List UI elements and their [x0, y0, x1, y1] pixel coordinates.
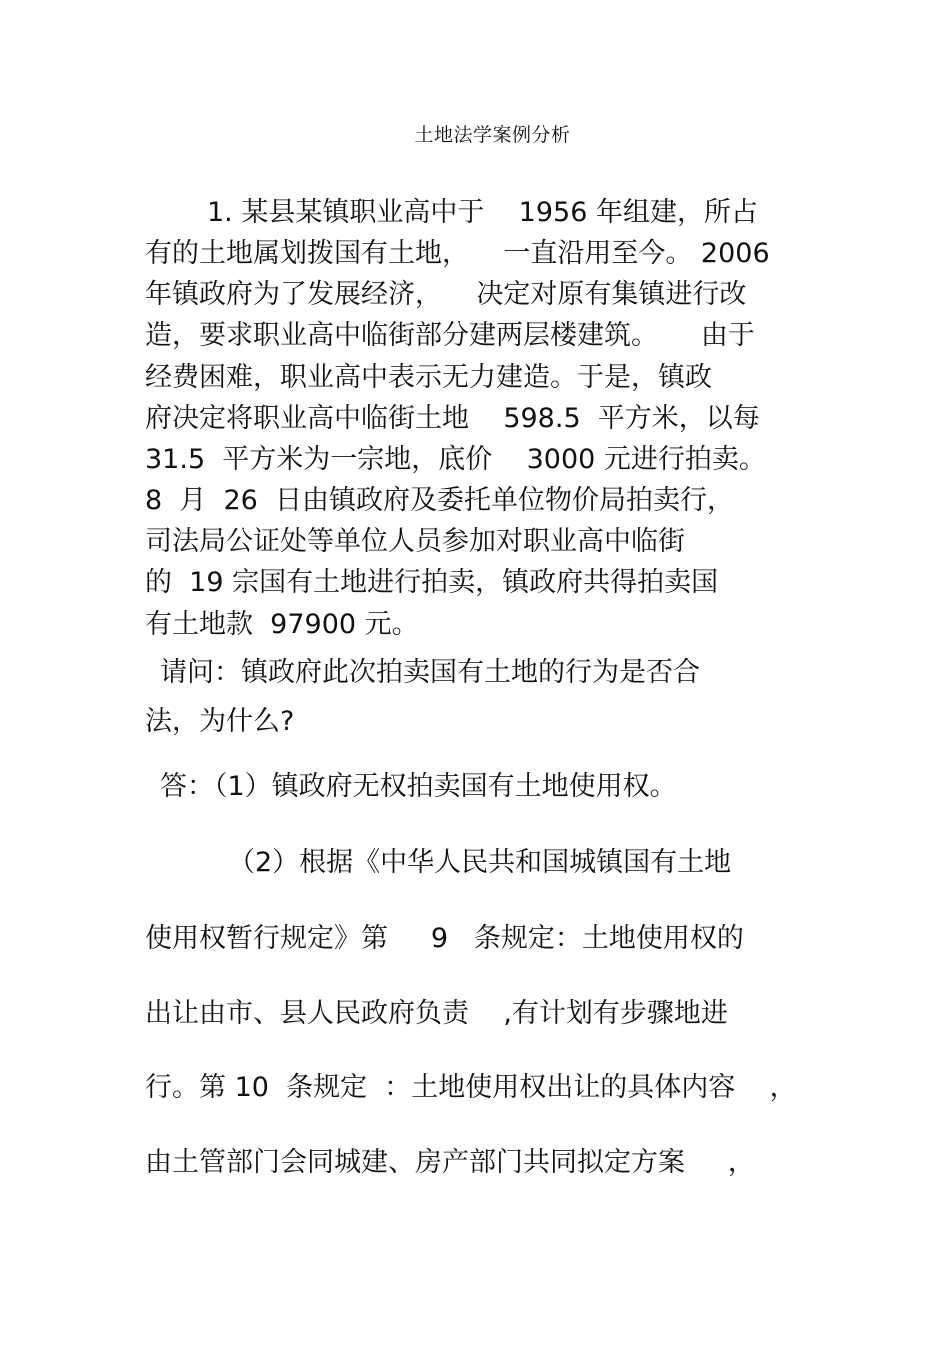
case-line-6: 府决定将职业高中临街土地 598.5 平方米，以每 — [145, 403, 760, 434]
answer-line-3: 使用权暂行规定》第 9 条规定：土地使用权的 — [145, 923, 744, 954]
answer-line-2: （2）根据《中华人民共和国城镇国有土地 — [228, 847, 732, 878]
answer-line-1: 答：（1）镇政府无权拍卖国有土地使用权。 — [160, 771, 677, 802]
answer-line-6: 由土管部门会同城建、房产部门共同拟定方案 ， — [145, 1147, 755, 1178]
case-line-1: 1. 某县某镇职业高中于 1956 年组建，所占 — [207, 197, 758, 228]
case-line-11: 有土地款 97900 元。 — [145, 609, 419, 640]
case-line-8: 8 月 26 日由镇政府及委托单位物价局拍卖行， — [145, 485, 735, 516]
case-line-2: 有的土地属划拨国有土地， 一直沿用至今。 2006 — [145, 238, 770, 269]
case-line-9: 司法局公证处等单位人员参加对职业高中临街 — [145, 526, 685, 557]
question-line-1: 请问：镇政府此次拍卖国有土地的行为是否合 — [160, 657, 700, 688]
answer-line-5: 行。第 10 条规定 ：土地使用权出让的具体内容 ， — [145, 1072, 797, 1103]
answer-line-4: 出让由市、县人民政府负责 ,有计划有步骤地进 — [145, 998, 728, 1029]
document-title: 土地法学案例分析 — [414, 124, 571, 146]
case-line-4: 造，要求职业高中临街部分建两层楼建筑。 由于 — [145, 320, 755, 351]
case-line-7: 31.5 平方米为一宗地，底价 3000 元进行拍卖。 — [145, 444, 766, 475]
case-line-10: 的 19 宗国有土地进行拍卖，镇政府共得拍卖国 — [145, 567, 719, 598]
case-line-5: 经费困难，职业高中表示无力建造。于是，镇政 — [145, 362, 712, 393]
case-line-3: 年镇政府为了发展经济， 决定对原有集镇进行改 — [145, 279, 747, 310]
question-line-2: 法，为什么? — [145, 706, 295, 737]
